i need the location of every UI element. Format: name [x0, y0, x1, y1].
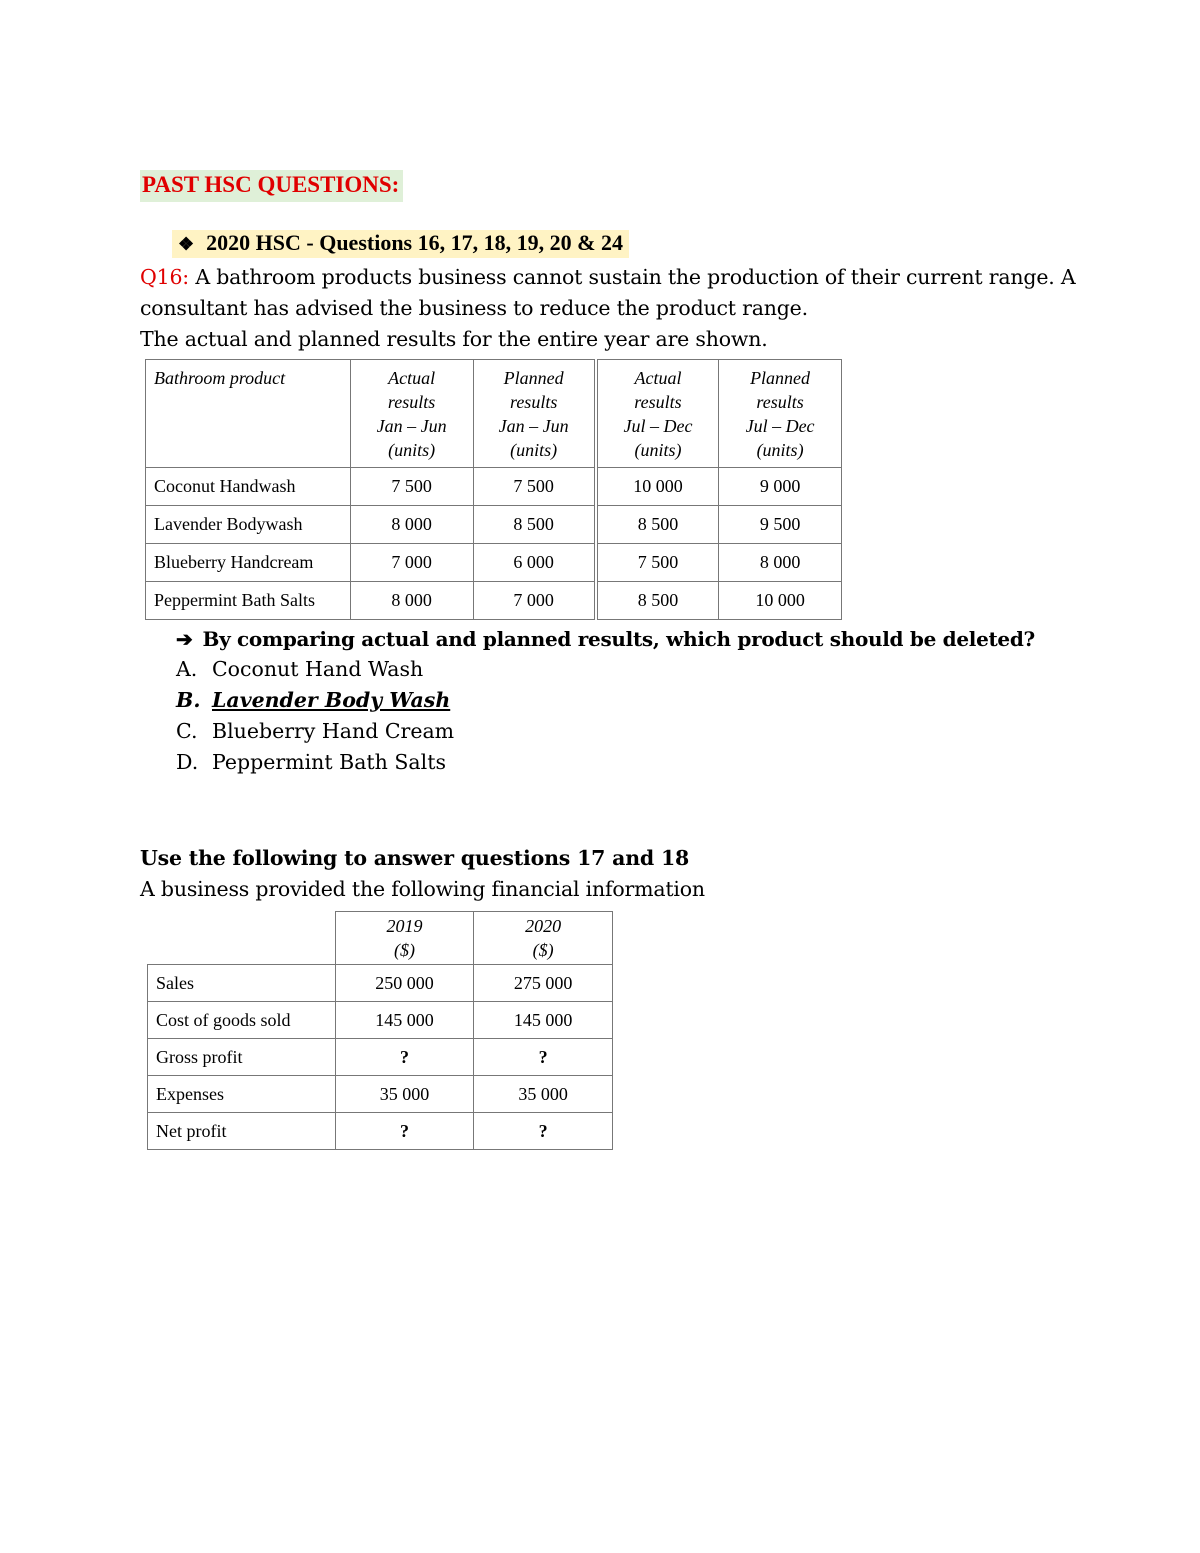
table-row — [146, 468, 842, 506]
option-text: Peppermint Bath Salts — [212, 750, 446, 774]
value-cell: 7 500 — [596, 544, 719, 582]
product-name-cell: Blueberry Handcream — [146, 544, 351, 582]
table-row — [148, 965, 613, 1002]
table-header-cell: Actual results Jul – Dec (units) — [596, 360, 719, 468]
value-cell: 7 500 — [350, 468, 473, 506]
table-header-cell: Actual results Jan – Jun (units) — [350, 360, 473, 468]
table-header-row — [148, 912, 613, 965]
value-cell: 145 000 — [335, 1002, 474, 1039]
product-results-table — [145, 359, 842, 620]
value-cell: 10 000 — [719, 582, 842, 620]
table-row — [148, 1039, 613, 1076]
table-header-cell — [148, 912, 336, 965]
q16-question — [176, 627, 1035, 651]
value-cell: 35 000 — [474, 1076, 613, 1113]
value-cell: 8 500 — [596, 582, 719, 620]
q16-line-3: The actual and planned results for the entire year are shown. — [140, 327, 768, 351]
value-cell: 275 000 — [474, 965, 613, 1002]
value-cell: 8 000 — [350, 582, 473, 620]
value-cell: 7 000 — [350, 544, 473, 582]
value-cell: ? — [335, 1039, 474, 1076]
value-cell: 9 000 — [719, 468, 842, 506]
option-text: Blueberry Hand Cream — [212, 719, 455, 743]
value-cell: 6 000 — [473, 544, 596, 582]
table-header-cell: 2020 ($) — [474, 912, 613, 965]
option-letter: A. — [176, 657, 198, 681]
value-cell: 10 000 — [596, 468, 719, 506]
product-name-cell: Peppermint Bath Salts — [146, 582, 351, 620]
value-cell: 250 000 — [335, 965, 474, 1002]
table-row — [148, 1002, 613, 1039]
diamond-bullet-icon: ❖ — [178, 234, 195, 254]
value-cell: 8 500 — [473, 506, 596, 544]
table-header-cell: Planned results Jan – Jun (units) — [473, 360, 596, 468]
option-letter: D. — [176, 750, 199, 774]
exam-subheading-text: 2020 HSC - Questions 16, 17, 18, 19, 20 & 24 — [206, 230, 623, 255]
item-name-cell: Net profit — [148, 1113, 336, 1150]
table-header-cell: 2019 ($) — [335, 912, 474, 965]
answer-option-b — [176, 688, 450, 712]
value-cell: 8 000 — [719, 544, 842, 582]
table-header-row — [146, 360, 842, 468]
q16-label: Q16: — [140, 265, 189, 289]
q16-line-1-text: A bathroom products business cannot sustain the production of their current range. A — [189, 265, 1076, 289]
option-text: Lavender Body Wash — [212, 688, 451, 712]
item-name-cell: Expenses — [148, 1076, 336, 1113]
financial-info-table — [147, 911, 613, 1150]
product-name-cell: Lavender Bodywash — [146, 506, 351, 544]
answer-option-c — [176, 719, 454, 743]
table-row — [146, 582, 842, 620]
section-title: Use the following to answer questions 17 and 18 — [140, 846, 690, 870]
page-heading: PAST HSC QUESTIONS: — [140, 170, 403, 202]
value-cell: 8 500 — [596, 506, 719, 544]
table-header-cell: Planned results Jul – Dec (units) — [719, 360, 842, 468]
value-cell: 7 500 — [473, 468, 596, 506]
answer-option-d — [176, 750, 446, 774]
arrow-right-icon: ➔ — [176, 627, 193, 651]
exam-subheading — [172, 230, 629, 258]
q16-question-text: By comparing actual and planned results, which product should be deleted? — [202, 627, 1035, 651]
value-cell: ? — [474, 1113, 613, 1150]
q16-line-2: consultant has advised the business to reduce the product range. — [140, 296, 808, 320]
table-row — [146, 544, 842, 582]
product-name-cell: Coconut Handwash — [146, 468, 351, 506]
value-cell: ? — [474, 1039, 613, 1076]
table-row — [146, 506, 842, 544]
item-name-cell: Cost of goods sold — [148, 1002, 336, 1039]
value-cell: 35 000 — [335, 1076, 474, 1113]
option-letter: B. — [176, 688, 201, 712]
option-text: Coconut Hand Wash — [212, 657, 424, 681]
table-row — [148, 1113, 613, 1150]
value-cell: 9 500 — [719, 506, 842, 544]
value-cell: ? — [335, 1113, 474, 1150]
q16-line-1 — [140, 262, 1075, 293]
table-header-cell: Bathroom product — [146, 360, 351, 468]
value-cell: 8 000 — [350, 506, 473, 544]
value-cell: 7 000 — [473, 582, 596, 620]
table-row — [148, 1076, 613, 1113]
section-intro: A business provided the following financial information — [140, 877, 705, 901]
value-cell: 145 000 — [474, 1002, 613, 1039]
item-name-cell: Gross profit — [148, 1039, 336, 1076]
q16-paragraph — [140, 262, 1075, 355]
option-letter: C. — [176, 719, 198, 743]
item-name-cell: Sales — [148, 965, 336, 1002]
answer-option-a — [176, 657, 423, 681]
